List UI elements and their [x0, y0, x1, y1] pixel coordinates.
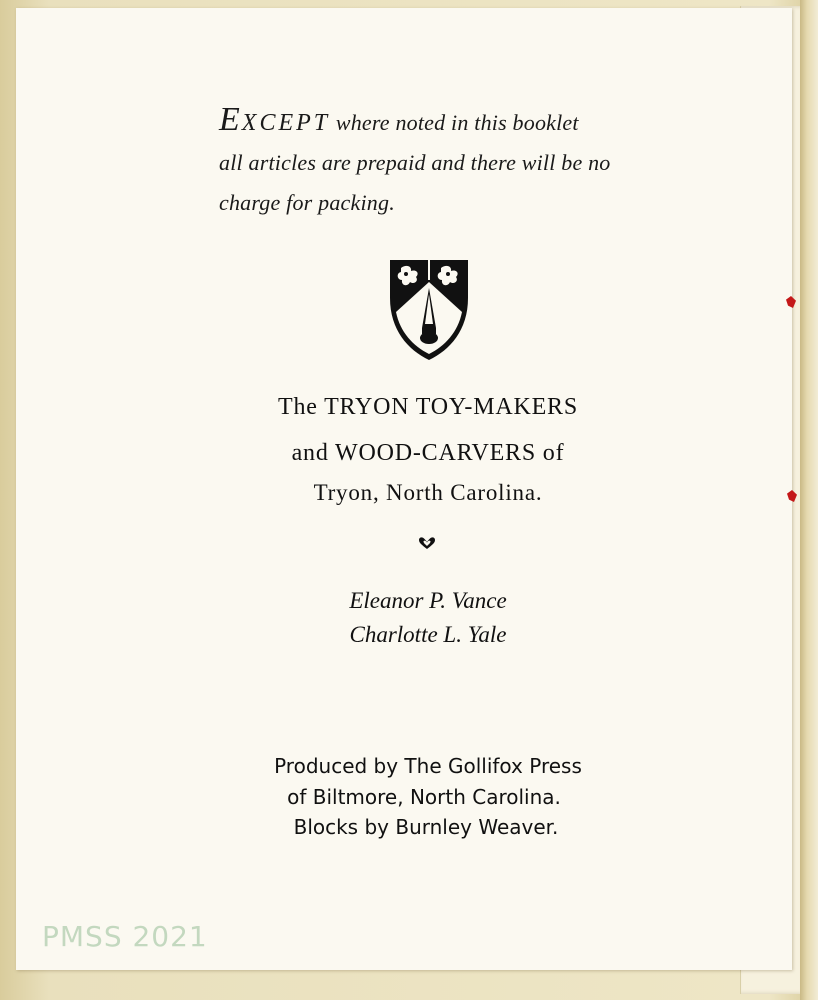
shield-crest-icon: [388, 258, 470, 362]
author-name-2: Charlotte L. Yale: [349, 622, 507, 647]
notice-line-1: where noted in this booklet: [330, 110, 579, 135]
drop-letter: E: [219, 101, 242, 138]
prepaid-notice: [219, 100, 649, 223]
archive-watermark: PMSS 2021: [42, 920, 208, 953]
credit-line-3: Blocks by Burnley Weaver.: [293, 815, 559, 839]
makers-line-1: The TRYON TOY-MAKERS: [277, 394, 579, 420]
author-name-1: Eleanor P. Vance: [349, 588, 507, 613]
makers-line-2: and WOOD-CARVERS of: [291, 440, 565, 466]
credit-line-1: Produced by The Gollifox Press: [274, 754, 582, 778]
notice-line-3: charge for packing.: [219, 190, 395, 215]
makers-line-3: Tryon, North Carolina.: [313, 480, 543, 505]
notice-line-2: all articles are prepaid and there will be no: [219, 150, 611, 175]
credit-line-2: of Biltmore, North Carolina.: [287, 785, 561, 809]
first-word-rest: XCEPT: [241, 110, 331, 136]
heart-ornament-icon: [418, 536, 436, 550]
